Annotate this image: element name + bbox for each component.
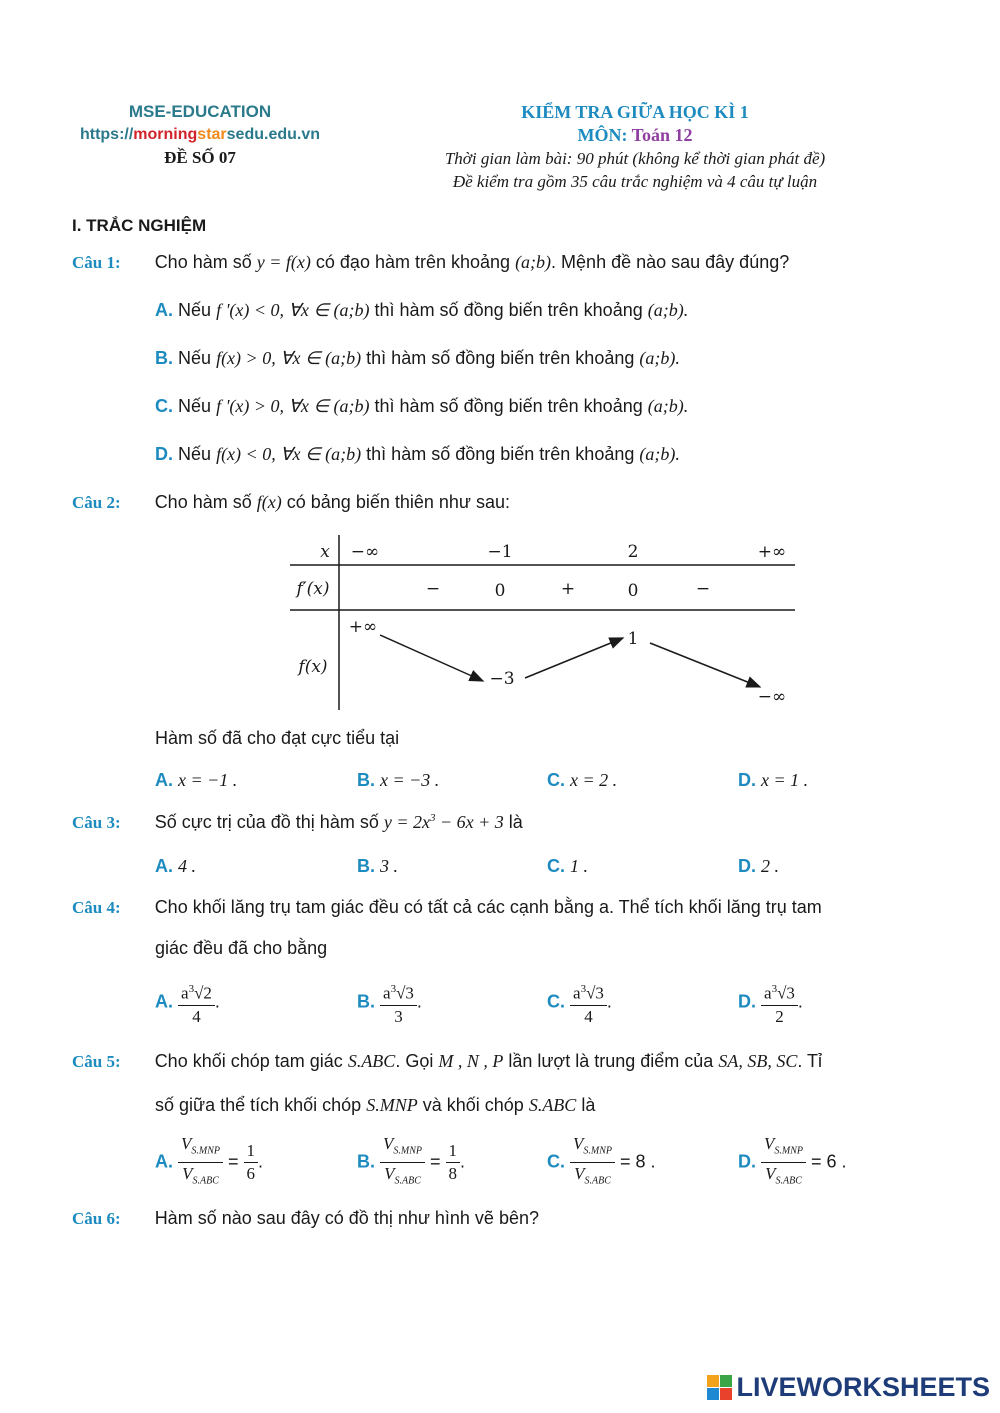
question-1: Câu 1: Cho hàm số y = f(x) có đạo hàm trên khoảng (a;b). Mệnh đề nào sau đây đúng? — [72, 252, 790, 272]
fraction: $\frac{V_{S.MNP}}{V_{S.ABC}}$ — [380, 1133, 425, 1193]
fraction: $\frac{a^3√3}{3}$ — [380, 978, 417, 1028]
question-2: Câu 2: Cho hàm số f(x) có bảng biến thiên như sau: — [72, 492, 510, 512]
fraction: $\frac{a^3√3}{4}$ — [570, 978, 607, 1028]
exam-number: ĐỀ SỐ 07 — [164, 148, 236, 167]
fprime-sign: + — [560, 579, 576, 599]
section-title: I. TRẮC NGHIỆM — [72, 216, 207, 235]
q3-option-a[interactable]: A. 4 . — [155, 856, 197, 876]
q4-line2: giác đều đã cho bằng — [155, 938, 328, 958]
question-label: Câu 5: — [72, 1052, 121, 1071]
question-6: Câu 6: Hàm số nào sau đây có đồ thị như hình vẽ bên? — [72, 1208, 539, 1228]
q3-option-d[interactable]: D. 2 . — [738, 856, 780, 876]
q2-option-d[interactable]: D. x = 1 . — [738, 770, 809, 790]
subject-label: MÔN: — [577, 125, 628, 145]
x-value: −1 — [487, 542, 513, 562]
x-value: 2 — [627, 542, 639, 562]
question-label: Câu 6: — [72, 1209, 121, 1228]
question-label: Câu 2: — [72, 493, 121, 512]
fraction: $\frac{V_{S.MNP}}{V_{S.ABC}}$ — [570, 1133, 615, 1193]
fprime-sign: 0 — [494, 581, 506, 601]
q2-option-b[interactable]: B. x = −3 . — [357, 770, 440, 790]
q4-option-b[interactable]: B. $\frac{a^3√3}{3}$ . — [357, 978, 422, 1028]
fraction: $\frac{1}{6}$ — [244, 1140, 259, 1185]
fprime-sign: 0 — [627, 581, 639, 601]
q5-option-b[interactable]: B. $\frac{V_{S.MNP}}{V_{S.ABC}}$ = $\frac{1}{8}$ . — [357, 1133, 465, 1193]
q4-option-d[interactable]: D. $\frac{a^3√3}{2}$ . — [738, 978, 803, 1028]
exam-title: KIỂM TRA GIỮA HỌC KÌ 1 — [521, 102, 749, 122]
q4-option-a[interactable]: A. $\frac{a^3√2}{4}$ . — [155, 978, 220, 1028]
q4-option-c[interactable]: C. $\frac{a^3√3}{4}$ . — [547, 978, 612, 1028]
x-value: −∞ — [350, 542, 380, 562]
header-left — [60, 102, 340, 168]
subject-line — [400, 125, 870, 146]
decrease-arrow — [380, 635, 483, 681]
decrease-arrow — [650, 643, 760, 687]
f-value: −3 — [489, 669, 515, 689]
header-right — [400, 102, 870, 192]
fprime-label: f′(x) — [296, 579, 330, 599]
question-label: Câu 3: — [72, 813, 121, 832]
variation-table — [285, 532, 800, 712]
q2-prompt: Hàm số đã cho đạt cực tiểu tại — [155, 728, 400, 748]
q5-option-a[interactable]: A. $\frac{V_{S.MNP}}{V_{S.ABC}}$ = $\frac{1}{6}$ . — [155, 1133, 263, 1193]
q1-option-d[interactable]: D. Nếu f(x) < 0, ∀x ∈ (a;b) thì hàm số đồng biến trên khoảng (a;b). — [155, 444, 680, 464]
q5-line2: số giữa thể tích khối chóp S.MNP và khối chóp S.ABC là — [155, 1095, 596, 1115]
f-value: −∞ — [757, 687, 787, 707]
question-5: Câu 5: Cho khối chóp tam giác S.ABC. Gọi M , N , P lần lượt là trung điểm của SA, SB, SC. Tỉ — [72, 1051, 822, 1071]
q3-option-b[interactable]: B. 3 . — [357, 856, 399, 876]
q1-option-c[interactable]: C. Nếu f '(x) > 0, ∀x ∈ (a;b) thì hàm số đồng biến trên khoảng (a;b). — [155, 396, 689, 416]
question-4: Câu 4: Cho khối lăng trụ tam giác đều có tất cả các cạnh bằng a. Thể tích khối lăng trụ tam — [72, 897, 822, 917]
question-3: Câu 3: Số cực trị của đồ thị hàm số $y = 2x^3 - 6x + 3$ là — [72, 812, 523, 832]
school-name: MSE-EDUCATION — [128, 102, 272, 121]
q2-option-c[interactable]: C. x = 2 . — [547, 770, 618, 790]
fraction: $\frac{V_{S.MNP}}{V_{S.ABC}}$ — [178, 1133, 223, 1193]
x-label: x — [320, 542, 330, 562]
x-value: +∞ — [757, 542, 787, 562]
fprime-sign: − — [695, 579, 711, 599]
q1-option-a[interactable]: A. Nếu f '(x) < 0, ∀x ∈ (a;b) thì hàm số đồng biến trên khoảng (a;b). — [155, 300, 689, 320]
school-url[interactable]: https://morningstarsedu.edu.vn — [79, 126, 321, 143]
f-value: 1 — [627, 629, 639, 649]
f-value: +∞ — [348, 617, 378, 637]
fraction: $\frac{1}{8}$ — [446, 1140, 461, 1185]
question-label: Câu 1: — [72, 253, 121, 272]
fraction: $\frac{a^3√2}{4}$ — [178, 978, 215, 1028]
question-label: Câu 4: — [72, 898, 121, 917]
liveworksheets-watermark[interactable]: LIVEWORKSHEETS — [707, 1372, 990, 1403]
q5-option-d[interactable]: D. $\frac{V_{S.MNP}}{V_{S.ABC}}$ = 6 . — [738, 1133, 847, 1193]
f-label: f(x) — [298, 657, 328, 677]
subject-value: Toán 12 — [631, 125, 693, 145]
content-note: Đề kiểm tra gồm 35 câu trắc nghiệm và 4 câu tự luận — [452, 172, 818, 191]
increase-arrow — [525, 638, 623, 678]
fraction: $\frac{V_{S.MNP}}{V_{S.ABC}}$ — [761, 1133, 806, 1193]
q1-option-b[interactable]: B. Nếu f(x) > 0, ∀x ∈ (a;b) thì hàm số đồng biến trên khoảng (a;b). — [155, 348, 680, 368]
q2-option-a[interactable]: A. x = −1 . — [155, 770, 238, 790]
fraction: $\frac{a^3√3}{2}$ — [761, 978, 798, 1028]
q5-option-c[interactable]: C. $\frac{V_{S.MNP}}{V_{S.ABC}}$ = 8 . — [547, 1133, 656, 1193]
q3-option-c[interactable]: C. 1 . — [547, 856, 589, 876]
time-note: Thời gian làm bài: 90 phút (không kể thời gian phát đề) — [444, 149, 826, 168]
fprime-sign: − — [425, 579, 441, 599]
liveworksheets-logo-icon — [707, 1375, 732, 1400]
